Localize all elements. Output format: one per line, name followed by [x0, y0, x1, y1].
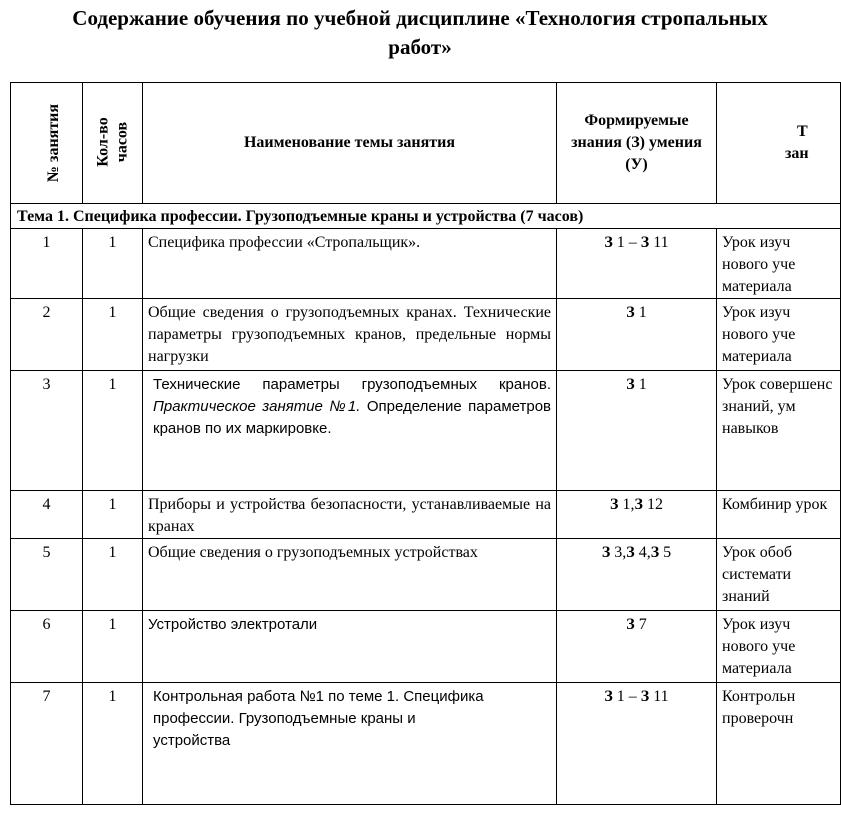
- row-type: Контрольн проверочн: [717, 683, 841, 805]
- row-type: Урок изуч нового уче материала: [717, 611, 841, 683]
- table-row: [11, 491, 841, 539]
- section-row: [11, 204, 841, 229]
- table-row: [11, 683, 841, 805]
- section-title: Тема 1. Специфика профессии. Грузоподъемные краны и устройства (7 часов): [11, 204, 841, 229]
- header-hours-line2: часов: [113, 121, 131, 163]
- row-hours: 1: [83, 491, 143, 539]
- title-line-2: работ»: [388, 35, 452, 59]
- row-skills: З 1: [557, 371, 717, 491]
- row-skills: З 1 – З 11: [557, 229, 717, 299]
- header-skills: Формируемые знания (З) умения (У): [557, 83, 717, 204]
- row-topic: Технические параметры грузоподъемных кранов. Практическое занятие №1. Определение параметров кранов по их маркировке.: [143, 371, 557, 491]
- row-type: Комбинир урок: [717, 491, 841, 539]
- row-hours: 1: [83, 539, 143, 611]
- row-num: 3: [11, 371, 83, 491]
- row-topic: Специфика профессии «Стропальщик».: [143, 229, 557, 299]
- row-hours: 1: [83, 371, 143, 491]
- row-num: 1: [11, 229, 83, 299]
- row-topic: Устройство электротали: [143, 611, 557, 683]
- row-skills: З 1 – З 11: [557, 683, 717, 805]
- curriculum-table: [10, 82, 841, 805]
- row-skills: З 1: [557, 299, 717, 371]
- row-type: Урок изуч нового уче материала: [717, 229, 841, 299]
- header-topic: Наименование темы занятия: [143, 83, 557, 204]
- row-hours: 1: [83, 683, 143, 805]
- table-header-row: [11, 83, 841, 204]
- table-row: [11, 229, 841, 299]
- header-num: № занятия: [11, 83, 83, 204]
- row-skills: З 1,З 12: [557, 491, 717, 539]
- row-topic: Общие сведения о грузоподъемных устройствах: [143, 539, 557, 611]
- header-type-2: зан: [785, 145, 809, 162]
- row-hours: 1: [83, 229, 143, 299]
- row-hours: 1: [83, 299, 143, 371]
- row-num: 6: [11, 611, 83, 683]
- row-num: 7: [11, 683, 83, 805]
- table-row: [11, 299, 841, 371]
- row-topic: Приборы и устройства безопасности, устанавливаемые на кранах: [143, 491, 557, 539]
- table-row: [11, 371, 841, 491]
- table-row: [11, 611, 841, 683]
- row-topic: Контрольная работа №1 по теме 1. Специфика профессии. Грузоподъемные краны и устройства: [143, 683, 557, 805]
- row-num: 2: [11, 299, 83, 371]
- page-title: [0, 4, 840, 62]
- row-type: Урок обоб системати знаний: [717, 539, 841, 611]
- table-row: [11, 539, 841, 611]
- header-hours-line1: Кол-во: [94, 117, 112, 167]
- header-type: Т зан: [717, 83, 841, 204]
- row-type: Урок изуч нового уче материала: [717, 299, 841, 371]
- title-line-1: Содержание обучения по учебной дисциплине «Технология стропальных: [72, 6, 768, 30]
- row-type: Урок совершенс знаний, ум навыков: [717, 371, 841, 491]
- row-num: 4: [11, 491, 83, 539]
- row-num: 5: [11, 539, 83, 611]
- row-topic: Общие сведения о грузоподъемных кранах. Технические параметры грузоподъемных кранов, предельные нормы нагрузки: [143, 299, 557, 371]
- row-hours: 1: [83, 611, 143, 683]
- row-skills: З 7: [557, 611, 717, 683]
- row-skills: З 3,З 4,З 5: [557, 539, 717, 611]
- header-hours: [83, 83, 143, 204]
